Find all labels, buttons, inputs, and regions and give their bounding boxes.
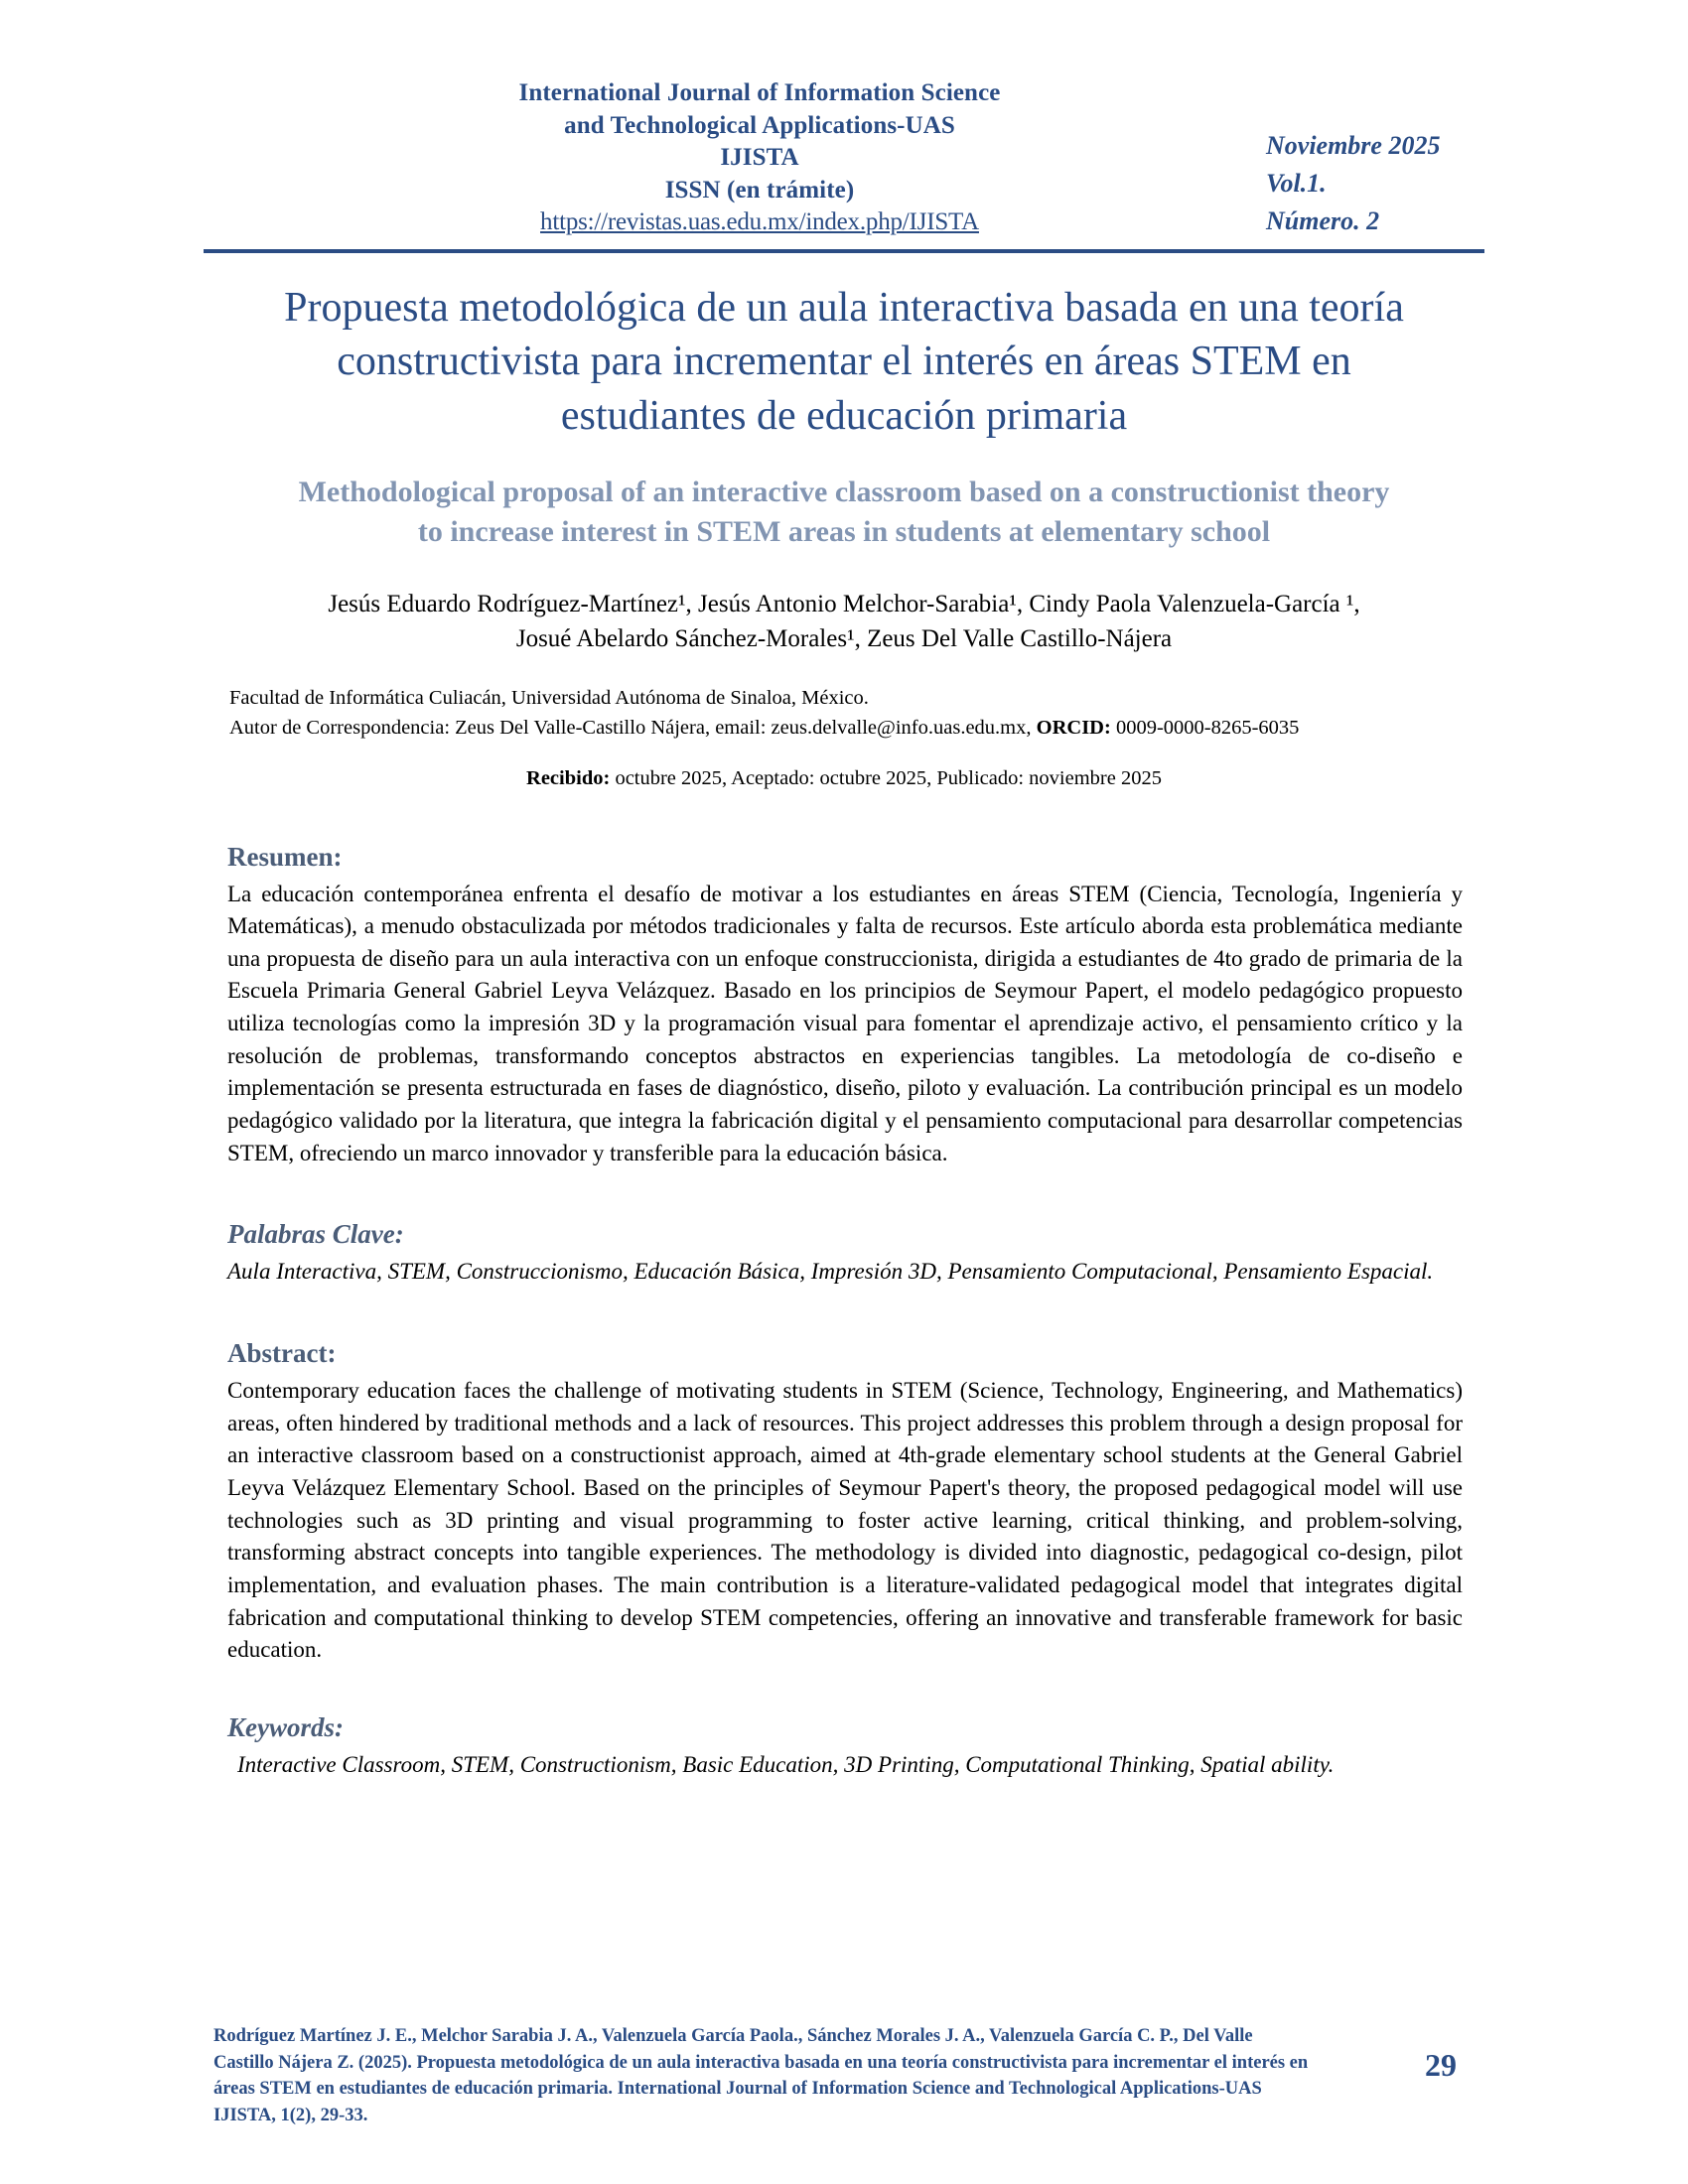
keywords-heading: Keywords: (227, 1711, 344, 1742)
page-footer (0, 1985, 1688, 2184)
page-subtitle-english: Methodological proposal of an interactive classroom based on a constructionist theory to increase interest in STEM areas in students at elementary school (298, 476, 1390, 549)
author-line-1: Jesús Eduardo Rodríguez-Martínez¹, Jesús Antonio Melchor-Sarabia¹, Cindy Paola Valenzuela-García ¹, (328, 590, 1360, 617)
publication-dates (223, 767, 1465, 790)
journal-acronym: IJISTA (720, 144, 799, 171)
author-list (263, 587, 1425, 656)
journal-url-link[interactable]: https://revistas.uas.edu.mx/index.php/IJISTA (540, 208, 979, 235)
resumen-section (223, 842, 1465, 1170)
masthead-divider (204, 249, 1484, 253)
keywords-body: Interactive Classroom, STEM, Constructionism, Basic Education, 3D Printing, Computational Thinking, Spatial ability. (237, 1751, 1335, 1777)
orcid-label: ORCID: (1036, 716, 1111, 739)
palabras-clave-heading: Palabras Clave: (227, 1219, 404, 1250)
correspondence-text (229, 714, 1465, 744)
abstract-heading: Abstract: (227, 1338, 337, 1369)
journal-title-line-1: International Journal of Information Science (518, 79, 1001, 106)
page-title: Propuesta metodológica de un aula interactiva basada en una teoría constructivista para incrementar el interés en áreas STEM en estudiantes de educación primaria (284, 284, 1404, 439)
received-label: Recibido: (526, 766, 611, 789)
affiliation-text: Facultad de Informática Culiacán, Universidad Autónoma de Sinaloa, México. (229, 686, 869, 709)
citation-text: Rodríguez Martínez J. E., Melchor Sarabia J. A., Valenzuela García Paola., Sánchez Morales J. A., Valenzuela García C. P., Del Valle Castillo Nájera Z. (2025). Propuesta metodológica de un aula interactiva basada en una teoría constructivista para incrementar el interés en áreas STEM en estudiantes de educación primaria. International Journal of Information Science and Technological Applications-UAS IJISTA, 1(2), 29-33. (213, 2026, 1309, 2125)
article-content (223, 281, 1465, 1782)
journal-issn: ISSN (en trámite) (664, 176, 855, 204)
resumen-body: La educación contemporánea enfrenta el desafío de motivar a los estudiantes en áreas STEM (Ciencia, Tecnología, Ingeniería y Matemáticas), a menudo obstaculizada por métodos tradicionales y falta de recursos. Este artículo aborda esta problemática mediante una propuesta de diseño para un aula interactiva con un enfoque construccionista, dirigida a estudiantes de 4to grado de primaria de la Escuela Primaria General Gabriel Leyva Velázquez. Basado en los principios de Seymour Papert, el modelo pedagógico propuesto utiliza tecnologías como la impresión 3D y la programación visual para fomentar el aprendizaje activo, el pensamiento crítico y la resolución de problemas, transformando conceptos abstractos en experiencias tangibles. La metodología de co-diseño e implementación se presenta estructurada en fases de diagnóstico, diseño, piloto y evaluación. La contribución principal es un modelo pedagógico validado por la literatura, que integra la fabricación digital y el pensamiento computacional para desarrollar competencias STEM, ofreciendo un marco innovador y transferible para la educación básica. (227, 881, 1463, 1165)
masthead (204, 0, 1484, 239)
affiliation-block (229, 684, 1465, 744)
orcid-value: 0009-0000-8265-6035 (1110, 716, 1300, 739)
page-number: 29 (1425, 2047, 1457, 2083)
correspondence-prefix: Autor de Correspondencia: Zeus Del Valle-Castillo Nájera, email: zeus.delvalle@info.uas.edu.mx, (229, 716, 1037, 739)
author-line-2: Josué Abelardo Sánchez-Morales¹, Zeus Del Valle Castillo-Nájera (515, 624, 1173, 652)
journal-title-block (263, 77, 1256, 239)
issue-number: Número. 2 (1266, 205, 1380, 235)
palabras-clave-body: Aula Interactiva, STEM, Construccionismo, Educación Básica, Impresión 3D, Pensamiento Computacional, Pensamiento Espacial. (227, 1259, 1434, 1285)
abstract-body: Contemporary education faces the challenge of motivating students in STEM (Science, Technology, Engineering, and Mathematics) areas, often hindered by traditional methods and a lack of resources. This project addresses this problem through a design proposal for an interactive classroom based on a constructionist approach, aimed at 4th-grade elementary school students at the General Gabriel Leyva Velázquez Elementary School. Based on the principles of Seymour Papert's theory, the proposed pedagogical model will use technologies such as 3D printing and visual programming to foster active learning, critical thinking, and problem-solving, transforming abstract concepts into tangible experiences. The methodology is divided into diagnostic, pedagogical co-design, pilot implementation, and evaluation phases. The main contribution is a literature-validated pedagogical model that integrates digital fabrication and computational thinking to develop STEM competencies, offering an innovative and transferable framework for basic education. (227, 1378, 1463, 1663)
issue-volume: Vol.1. (1266, 168, 1327, 198)
dates-rest: octubre 2025, Aceptado: octubre 2025, Publicado: noviembre 2025 (610, 766, 1162, 789)
abstract-section (223, 1338, 1465, 1667)
issue-info-block (1266, 127, 1494, 240)
palabras-clave-section (223, 1219, 1465, 1289)
issue-date: Noviembre 2025 (1266, 131, 1441, 160)
resumen-heading: Resumen: (227, 841, 343, 872)
keywords-section (223, 1712, 1465, 1782)
journal-title-line-2: and Technological Applications-UAS (564, 111, 955, 139)
